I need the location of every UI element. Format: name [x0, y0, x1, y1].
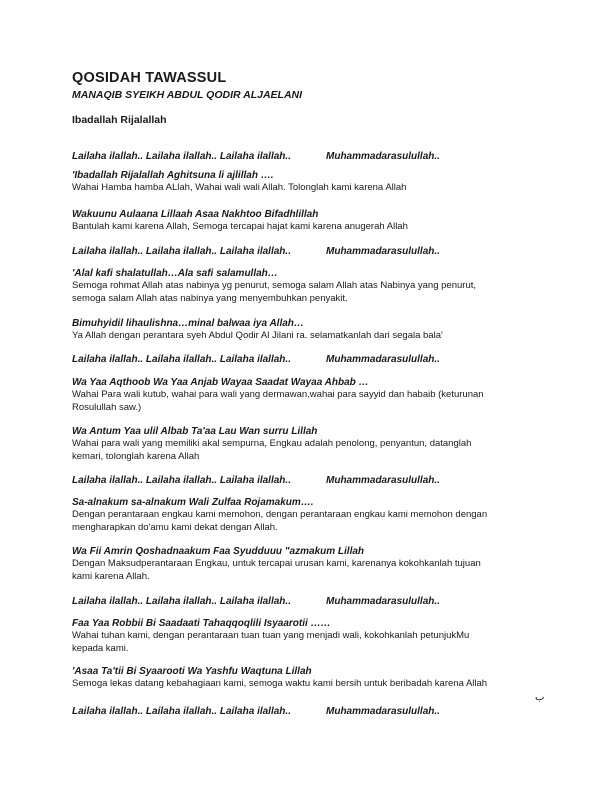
- verse-arabic-line: Wa Yaa Aqthoob Wa Yaa Anjab Wayaa Saadat Wayaa Ahbab …: [72, 377, 369, 388]
- verse-translation-line: kepada kami.: [72, 643, 129, 655]
- verse-block: [72, 666, 542, 690]
- document-subtitle: MANAQIB SYEIKH ABDUL QODIR ALJAELANI: [72, 89, 303, 101]
- chorus-line: [72, 354, 440, 365]
- verse-translation-line: Wahai tuhan kami, dengan perantaraan tuan tuan yang menjadi wali, kokohkanlah petunjukMu: [72, 630, 470, 641]
- chorus-part-a: Lailaha ilallah.. Lailaha ilallah.. Lailaha ilallah..: [72, 596, 291, 607]
- verse-translation-line: Wahai para wali yang memiliki akal sempurna, Engkau adalah penolong, penyantun, datanglah: [72, 438, 472, 449]
- verse-translation-line: Semoga rohmat Allah atas nabinya yg penurut, semoga salam Allah atas Nabinya yang penurut,: [72, 280, 477, 291]
- verse-translation-line: Ya Allah dengan perantara syeh Abdul Qodir Al Jilani ra. selamatkanlah dari segala bala': [72, 330, 443, 341]
- chorus-part-a: Lailaha ilallah.. Lailaha ilallah.. Lailaha ilallah..: [72, 246, 291, 257]
- verse-translation-line: kemari, tolonglah karena Allah: [72, 451, 200, 463]
- verse-translation-line: Dengan perantaraan engkau kami memohon, dengan perantaraan engkau kami memohon dengan: [72, 509, 488, 520]
- verse-arabic-line: Wa Antum Yaa ulil Albab Ta'aa Lau Wan surru Lillah: [72, 426, 318, 437]
- verse-arabic-line: 'Alal kafi shalatullah…Ala safi salamullah…: [72, 268, 278, 279]
- verse-block: [72, 170, 542, 194]
- chorus-part-b: Muhammadarasulullah..: [326, 706, 440, 717]
- chorus-part-b: Muhammadarasulullah..: [326, 354, 440, 365]
- verse-block: [72, 268, 542, 306]
- verse-block: [72, 209, 542, 233]
- chorus-line: [72, 151, 440, 162]
- chorus-line: [72, 706, 440, 717]
- verse-translation-line: Dengan Maksudperantaraan Engkau, untuk tercapai urusan kami, karenanya kokohkanlah tujuan: [72, 558, 481, 569]
- verse-arabic-line: 'Asaa Ta'tii Bi Syaarooti Wa Yashfu Waqtuna Lillah: [72, 666, 312, 677]
- chorus-line: [72, 475, 440, 486]
- verse-block: [72, 618, 542, 656]
- verse-arabic-line: Bimuhyidil lihaulishna…minal balwaa iya Allah…: [72, 318, 304, 329]
- verse-translation-line: kami karena Allah.: [72, 571, 150, 583]
- verse-block: [72, 546, 542, 584]
- chorus-part-a: Lailaha ilallah.. Lailaha ilallah.. Lailaha ilallah..: [72, 475, 291, 486]
- document-title: QOSIDAH TAWASSUL: [72, 70, 227, 86]
- verse-arabic-line: Wakuunu Aulaana Lillaah Asaa Nakhtoo Bifadhlillah: [72, 209, 319, 220]
- verse-translation-line: Semoga lekas datang kebahagiaan kami, semoga waktu kami bersih untuk beribadah karena Allah: [72, 678, 488, 689]
- verse-arabic-line: Sa-alnakum sa-alnakum Wali Zulfaa Rojamakum….: [72, 497, 314, 508]
- chorus-part-b: Muhammadarasulullah..: [326, 151, 440, 162]
- chorus-part-b: Muhammadarasulullah..: [326, 246, 440, 257]
- verse-translation-line: Wahai Para wali kutub, wahai para wali yang dermawan,wahai para sayyid dan habaib (keturunan: [72, 389, 484, 400]
- verse-translation-line: Bantulah kami karena Allah, Semoga tercapai hajat kami karena anugerah Allah: [72, 221, 408, 232]
- chorus-line: [72, 596, 440, 607]
- verse-arabic-line: Faa Yaa Robbii Bi Saadaati Tahaqqoqlili Isyaarotii ……: [72, 618, 331, 629]
- verse-translation-line: Rosulullah saw.): [72, 402, 142, 414]
- verse-block: [72, 497, 542, 535]
- verse-translation-line: mengharapkan do'amu kami dekat dengan Allah.: [72, 522, 278, 534]
- verse-block: [72, 426, 542, 464]
- verse-translation-line: semoga salam Allah atas nabinya yang menyembuhkan penyakit.: [72, 293, 348, 305]
- chorus-part-b: Muhammadarasulullah..: [326, 596, 440, 607]
- verse-arabic-line: Wa Fii Amrin Qoshadnaakum Faa Syudduuu "azmakum Lillah: [72, 546, 365, 557]
- verse-translation-line: Wahai Hamba hamba ALlah, Wahai wali wali Allah. Tolonglah kami karena Allah: [72, 182, 407, 193]
- verse-block: [72, 318, 542, 342]
- chorus-part-a: Lailaha ilallah.. Lailaha ilallah.. Lailaha ilallah..: [72, 706, 291, 717]
- verse-arabic-line: 'Ibadallah Rijalallah Aghitsuna li ajlillah ….: [72, 170, 274, 181]
- chorus-part-a: Lailaha ilallah.. Lailaha ilallah.. Lailaha ilallah..: [72, 354, 291, 365]
- chorus-line: [72, 246, 440, 257]
- verse-block: [72, 377, 542, 415]
- margin-mark: ب: [535, 692, 545, 703]
- chorus-part-a: Lailaha ilallah.. Lailaha ilallah.. Lailaha ilallah..: [72, 151, 291, 162]
- section-heading: Ibadallah Rijalallah: [72, 114, 167, 126]
- chorus-part-b: Muhammadarasulullah..: [326, 475, 440, 486]
